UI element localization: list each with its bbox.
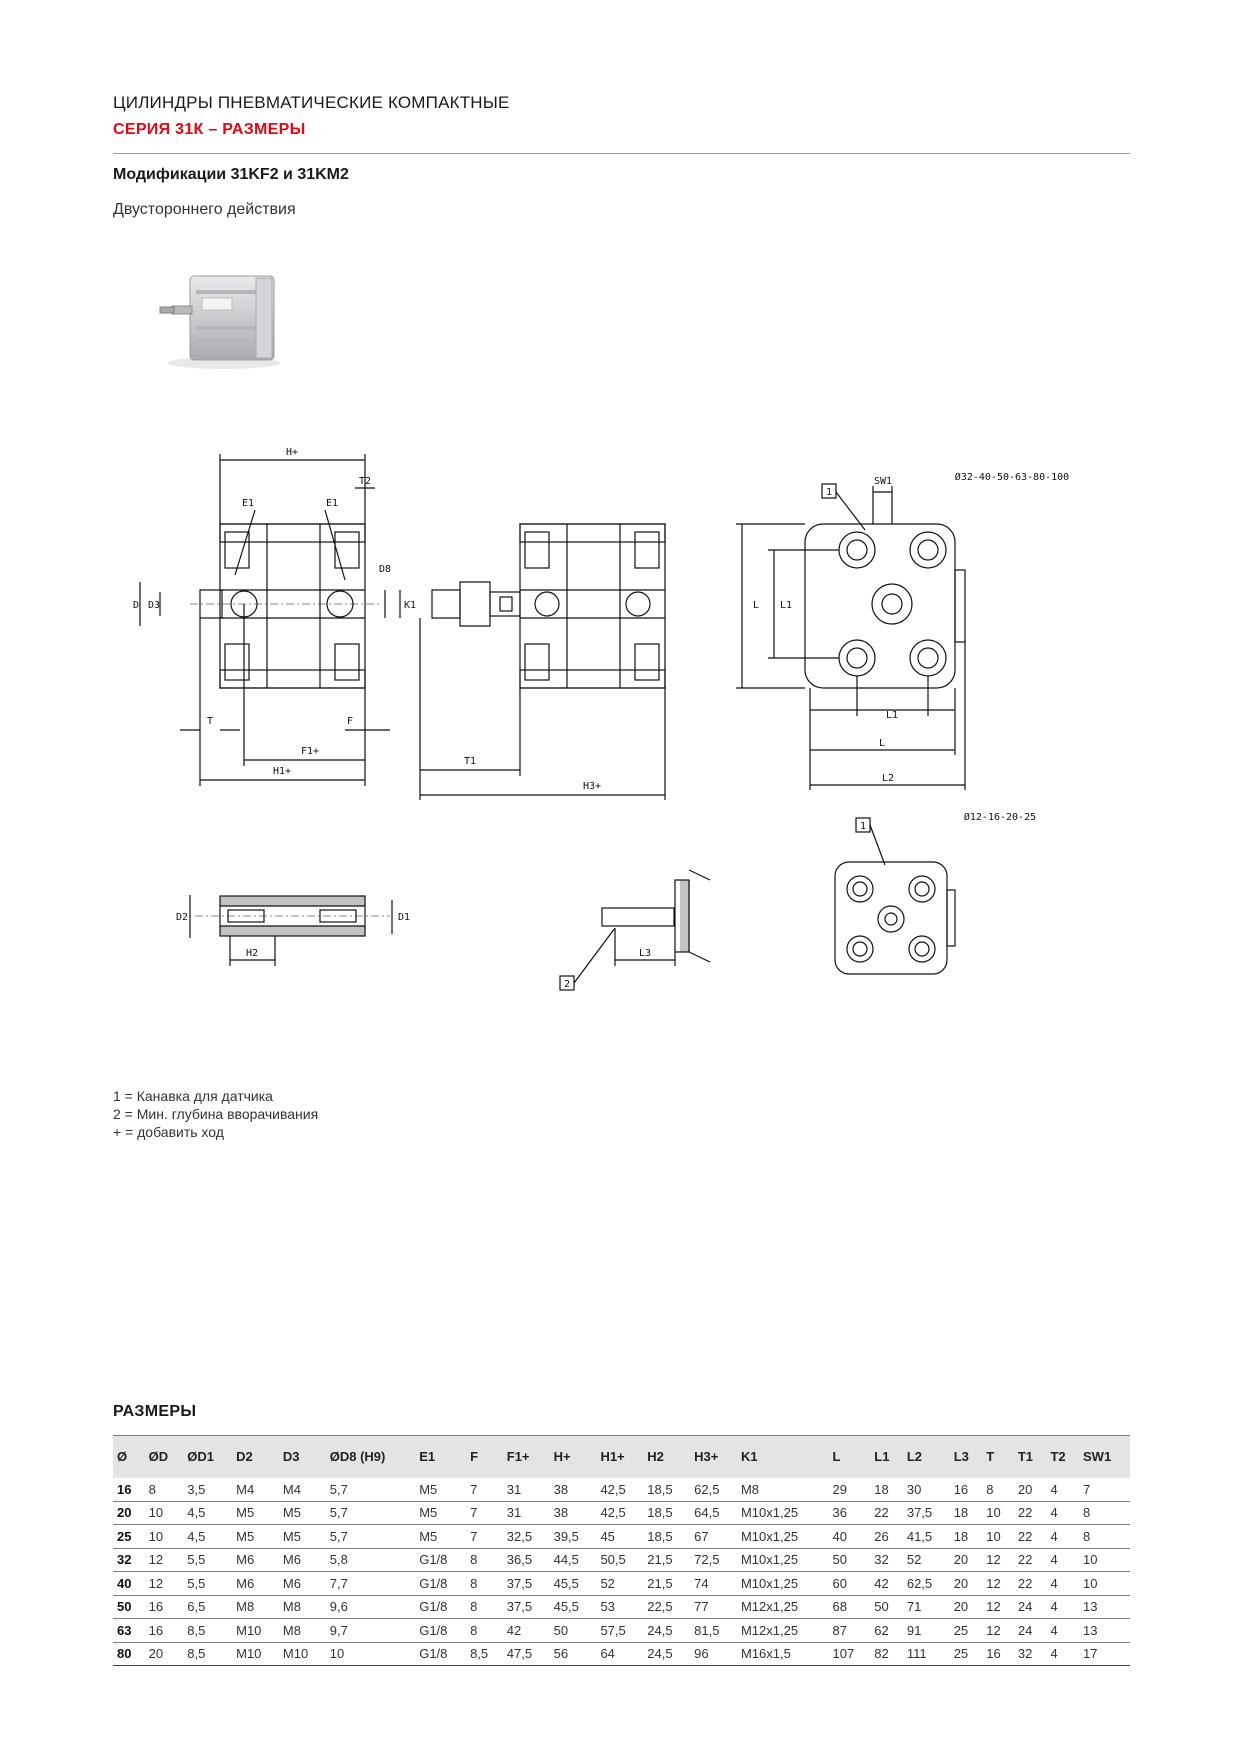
table-cell: 5,7 [326,1525,415,1549]
table-cell: 22 [1014,1572,1047,1596]
callout-1: 1 [825,487,833,498]
table-cell: 5,8 [326,1548,415,1572]
table-cell: 12 [982,1548,1014,1572]
table-cell: M5 [415,1478,466,1502]
table-cell: 4,5 [183,1501,232,1525]
side-view-body [220,524,365,688]
table-cell: 4 [1046,1595,1079,1619]
table-cell: 4 [1046,1572,1079,1596]
table-cell: 9,6 [326,1595,415,1619]
table-row [113,1525,1130,1549]
label-l2: L2 [881,773,895,784]
table-cell: M5 [279,1525,326,1549]
label-sw1: SW1 [873,476,893,487]
table-cell: 52 [903,1548,950,1572]
table-cell: M5 [415,1525,466,1549]
table-row [113,1572,1130,1596]
table-cell: 4 [1046,1642,1079,1666]
table-cell: 22 [1014,1501,1047,1525]
table-cell: M10x1,25 [737,1525,829,1549]
column-header: L1 [870,1436,903,1478]
table-cell: M8 [279,1595,326,1619]
table-cell: 24 [1014,1619,1047,1643]
table-cell: 96 [690,1642,737,1666]
bore-diameter-cell: 63 [113,1619,145,1643]
modification-title: Модификации 31KF2 и 31KM2 [113,166,349,183]
table-row [113,1642,1130,1666]
column-header: SW1 [1079,1436,1130,1478]
column-header: ØD1 [183,1436,232,1478]
table-cell: 18,5 [643,1525,690,1549]
table-cell: M5 [232,1525,279,1549]
bore-diameter-cell: 20 [113,1501,145,1525]
column-header: F [466,1436,503,1478]
table-cell: M8 [737,1478,829,1502]
note-item: 2 = Мин. глубина вворачивания [113,1106,319,1122]
table-cell: 7 [1079,1478,1130,1502]
table-row [113,1595,1130,1619]
table-cell: 53 [596,1595,643,1619]
column-header: L3 [950,1436,983,1478]
bore-diameter-cell: 25 [113,1525,145,1549]
table-cell: 8,5 [183,1619,232,1643]
rod-view-body [520,524,665,688]
table-cell: 111 [903,1642,950,1666]
table-cell: 39,5 [550,1525,597,1549]
table-cell: 87 [829,1619,871,1643]
table-cell: 21,5 [643,1548,690,1572]
label-f1-plus: F1+ [300,746,320,757]
label-l-vertical: L [752,600,760,611]
table-cell: 25 [950,1642,983,1666]
table-cell: 4,5 [183,1525,232,1549]
table-cell: 4 [1046,1478,1079,1502]
table-row [113,1619,1130,1643]
table-cell: 16 [145,1619,184,1643]
table-cell: M4 [232,1478,279,1502]
table-cell: M10 [279,1642,326,1666]
document-title: ЦИЛИНДРЫ ПНЕВМАТИЧЕСКИЕ КОМПАКТНЫЕ [113,93,510,112]
table-cell: 22 [1014,1525,1047,1549]
table-cell: 16 [950,1478,983,1502]
cylinder-photo [152,266,286,370]
bore-diameter-cell: 16 [113,1478,145,1502]
table-cell: 4 [1046,1548,1079,1572]
table-cell: 8 [1079,1525,1130,1549]
column-header: E1 [415,1436,466,1478]
table-cell: 32,5 [503,1525,550,1549]
table-cell: 7 [466,1501,503,1525]
table-cell: 18 [950,1501,983,1525]
table-cell: 4 [1046,1619,1079,1643]
legend-notes [113,1087,318,1141]
table-cell: 50 [829,1548,871,1572]
table-cell: 42 [870,1572,903,1596]
table-cell: 10 [982,1525,1014,1549]
table-cell: M10x1,25 [737,1501,829,1525]
column-header: H3+ [690,1436,737,1478]
table-cell: 42 [503,1619,550,1643]
table-row [113,1548,1130,1572]
table-cell: M5 [415,1501,466,1525]
table-cell: 72,5 [690,1548,737,1572]
table-cell: 91 [903,1619,950,1643]
label-t: T [206,716,214,727]
front-view-large [805,524,955,688]
table-cell: 71 [903,1595,950,1619]
table-cell: M4 [279,1478,326,1502]
table-cell: 62,5 [903,1572,950,1596]
table-cell: 107 [829,1642,871,1666]
table-cell: 12 [982,1619,1014,1643]
table-cell: 74 [690,1572,737,1596]
table-cell: 42,5 [596,1478,643,1502]
table-cell: 8 [145,1478,184,1502]
table-cell: 10 [1079,1572,1130,1596]
table-cell: 10 [982,1501,1014,1525]
table-cell: 25 [950,1619,983,1643]
callout-2: 2 [563,979,571,990]
table-cell: 4 [1046,1525,1079,1549]
label-f: F [346,716,354,727]
label-d3: D3 [147,600,161,611]
table-cell: 29 [829,1478,871,1502]
dimensions-heading: РАЗМЕРЫ [113,1403,197,1420]
label-l1-horizontal: L1 [885,710,899,721]
label-t2: T2 [358,476,372,487]
table-cell: 42,5 [596,1501,643,1525]
modification-subtitle: Двустороннего действия [113,201,296,218]
label-e1-right: E1 [325,498,339,509]
table-cell: 30 [903,1478,950,1502]
table-cell: M8 [279,1619,326,1643]
table-cell: 7 [466,1478,503,1502]
table-cell: 44,5 [550,1548,597,1572]
column-header: T2 [1046,1436,1079,1478]
column-header: T [982,1436,1014,1478]
table-cell: M12x1,25 [737,1595,829,1619]
table-cell: M6 [279,1572,326,1596]
table-cell: 10 [145,1525,184,1549]
table-cell: 8 [1079,1501,1130,1525]
callout-1-small: 1 [859,821,867,832]
table-cell: 22 [1014,1548,1047,1572]
table-cell: 10 [326,1642,415,1666]
table-cell: 45 [596,1525,643,1549]
column-header: ØD8 (H9) [326,1436,415,1478]
table-cell: M10 [232,1619,279,1643]
table-cell: 20 [950,1548,983,1572]
table-cell: 56 [550,1642,597,1666]
table-cell: 57,5 [596,1619,643,1643]
table-cell: M6 [279,1548,326,1572]
label-d2: D2 [175,912,189,923]
table-cell: M10x1,25 [737,1572,829,1596]
column-header: H2 [643,1436,690,1478]
table-cell: 18 [950,1525,983,1549]
label-l-horizontal: L [878,738,886,749]
table-cell: 36 [829,1501,871,1525]
table-cell: 20 [145,1642,184,1666]
table-cell: 45,5 [550,1572,597,1596]
table-cell: 81,5 [690,1619,737,1643]
table-cell: 38 [550,1478,597,1502]
table-cell: 45,5 [550,1595,597,1619]
table-cell: 37,5 [903,1501,950,1525]
column-header: H1+ [596,1436,643,1478]
column-header: F1+ [503,1436,550,1478]
label-h2: H2 [245,948,259,959]
column-header: Ø [113,1436,145,1478]
bore-diameter-cell: 32 [113,1548,145,1572]
table-cell: G1/8 [415,1572,466,1596]
table-cell: 12 [982,1595,1014,1619]
table-cell: 5,7 [326,1501,415,1525]
table-cell: 6,5 [183,1595,232,1619]
table-cell: 50 [550,1619,597,1643]
table-cell: M12x1,25 [737,1619,829,1643]
label-sizes-large: Ø32-40-50-63-80-100 [954,472,1070,483]
table-cell: 77 [690,1595,737,1619]
section-l3 [602,908,674,926]
table-header-row [113,1436,1130,1478]
table-cell: 47,5 [503,1642,550,1666]
table-cell: 9,7 [326,1619,415,1643]
table-cell: 22,5 [643,1595,690,1619]
table-cell: 20 [1014,1478,1047,1502]
table-cell: 18,5 [643,1478,690,1502]
table-cell: 67 [690,1525,737,1549]
table-cell: 8 [466,1619,503,1643]
label-d1: D1 [397,912,411,923]
label-l1-vertical: L1 [779,600,793,611]
bore-diameter-cell: 40 [113,1572,145,1596]
table-cell: 12 [982,1572,1014,1596]
table-cell: 21,5 [643,1572,690,1596]
table-cell: 13 [1079,1619,1130,1643]
table-cell: 38 [550,1501,597,1525]
label-d: D [132,600,140,611]
table-cell: 64 [596,1642,643,1666]
dimensions-table [113,1435,1130,1666]
column-header: T1 [1014,1436,1047,1478]
table-cell: 50,5 [596,1548,643,1572]
table-cell: 3,5 [183,1478,232,1502]
table-cell: 4 [1046,1501,1079,1525]
table-cell: 24 [1014,1595,1047,1619]
table-cell: 10 [1079,1548,1130,1572]
table-cell: 16 [145,1595,184,1619]
table-cell: 17 [1079,1642,1130,1666]
table-cell: 37,5 [503,1572,550,1596]
table-cell: 13 [1079,1595,1130,1619]
label-sizes-small: Ø12-16-20-25 [963,812,1037,823]
table-cell: 32 [870,1548,903,1572]
label-e1-left: E1 [241,498,255,509]
table-cell: G1/8 [415,1642,466,1666]
table-cell: M5 [232,1501,279,1525]
bore-diameter-cell: 80 [113,1642,145,1666]
table-cell: 50 [870,1595,903,1619]
label-l3: L3 [638,948,652,959]
table-cell: 64,5 [690,1501,737,1525]
table-cell: M8 [232,1595,279,1619]
table-cell: 8 [466,1572,503,1596]
label-d8: D8 [378,564,392,575]
table-cell: 8,5 [183,1642,232,1666]
table-cell: 24,5 [643,1619,690,1643]
table-cell: 7,7 [326,1572,415,1596]
table-cell: M5 [279,1501,326,1525]
label-h3-plus: H3+ [582,781,602,792]
table-cell: 20 [950,1572,983,1596]
table-cell: 12 [145,1548,184,1572]
header-divider [113,153,1130,154]
table-cell: 31 [503,1501,550,1525]
label-h1-plus: H1+ [272,766,292,777]
table-cell: M10x1,25 [737,1548,829,1572]
label-t1: T1 [463,756,477,767]
table-cell: 31 [503,1478,550,1502]
table-cell: 10 [145,1501,184,1525]
table-cell: 41,5 [903,1525,950,1549]
table-cell: 18,5 [643,1501,690,1525]
note-item: 1 = Канавка для датчика [113,1088,273,1104]
table-cell: 16 [982,1642,1014,1666]
table-cell: 52 [596,1572,643,1596]
table-cell: 68 [829,1595,871,1619]
table-cell: 32 [1014,1642,1047,1666]
table-cell: G1/8 [415,1619,466,1643]
table-cell: M6 [232,1548,279,1572]
column-header: H+ [550,1436,597,1478]
table-cell: 18 [870,1478,903,1502]
table-cell: 24,5 [643,1642,690,1666]
table-cell: 37,5 [503,1595,550,1619]
table-cell: 5,5 [183,1548,232,1572]
technical-drawings [120,440,1140,1010]
table-cell: M6 [232,1572,279,1596]
table-cell: 82 [870,1642,903,1666]
table-cell: 12 [145,1572,184,1596]
table-row [113,1478,1130,1502]
column-header: D3 [279,1436,326,1478]
column-header: ØD [145,1436,184,1478]
table-cell: G1/8 [415,1595,466,1619]
table-cell: G1/8 [415,1548,466,1572]
table-cell: 8 [466,1595,503,1619]
column-header: L2 [903,1436,950,1478]
table-cell: 8 [982,1478,1014,1502]
bore-diameter-cell: 50 [113,1595,145,1619]
column-header: K1 [737,1436,829,1478]
table-cell: 22 [870,1501,903,1525]
table-cell: 8 [466,1548,503,1572]
table-cell: 26 [870,1525,903,1549]
table-cell: 36,5 [503,1548,550,1572]
table-body [113,1478,1130,1666]
table-cell: 40 [829,1525,871,1549]
table-cell: 62 [870,1619,903,1643]
table-cell: M10 [232,1642,279,1666]
table-cell: 62,5 [690,1478,737,1502]
column-header: L [829,1436,871,1478]
note-item: + = добавить ход [113,1124,224,1140]
table-cell: 5,5 [183,1572,232,1596]
table-cell: 8,5 [466,1642,503,1666]
table-cell: 60 [829,1572,871,1596]
table-cell: M16x1,5 [737,1642,829,1666]
label-h-plus: H+ [285,447,299,458]
table-row [113,1501,1130,1525]
table-cell: 5,7 [326,1478,415,1502]
column-header: D2 [232,1436,279,1478]
series-title: СЕРИЯ 31К – РАЗМЕРЫ [113,121,306,138]
table-cell: 20 [950,1595,983,1619]
label-k1: K1 [403,600,417,611]
table-cell: 7 [466,1525,503,1549]
